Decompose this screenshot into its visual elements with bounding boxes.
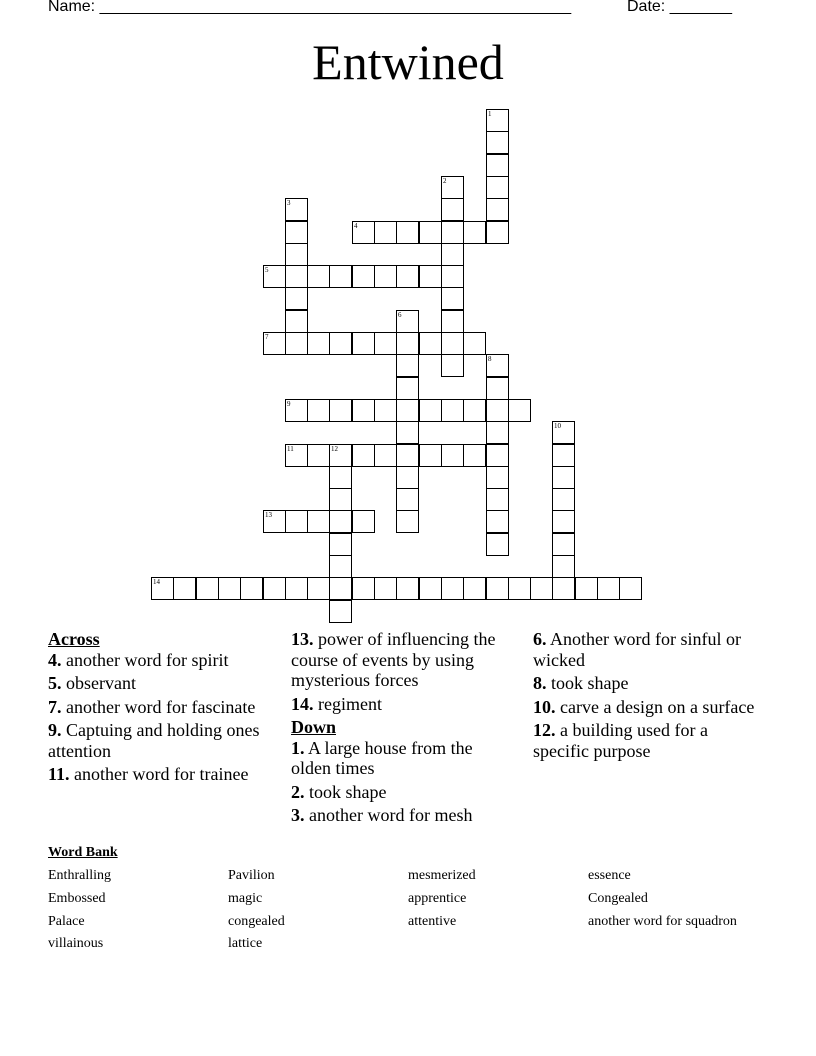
crossword-cell[interactable] [419, 444, 442, 467]
clue-number: 7 [265, 333, 269, 341]
crossword-cell[interactable] [329, 265, 352, 288]
clue-number: 6 [398, 311, 402, 319]
crossword-cell[interactable] [552, 577, 575, 600]
crossword-cell[interactable] [486, 488, 509, 511]
crossword-cell[interactable] [307, 444, 330, 467]
crossword-cell[interactable] [352, 399, 375, 422]
crossword-cell[interactable] [396, 421, 419, 444]
crossword-cell[interactable] [441, 310, 464, 333]
crossword-cell[interactable] [396, 466, 419, 489]
crossword-cell[interactable] [552, 421, 575, 444]
crossword-cell[interactable] [441, 243, 464, 266]
crossword-cell[interactable] [329, 510, 352, 533]
crossword-cell[interactable] [441, 354, 464, 377]
clue-number: 14 [153, 578, 160, 586]
clue-number: 13 [265, 511, 272, 519]
crossword-cell[interactable] [486, 109, 509, 132]
crossword-cell[interactable] [352, 221, 375, 244]
crossword-cell[interactable] [285, 265, 308, 288]
crossword-cell[interactable] [307, 265, 330, 288]
crossword-cell[interactable] [374, 265, 397, 288]
crossword-cell[interactable] [285, 287, 308, 310]
crossword-cell[interactable] [307, 399, 330, 422]
crossword-cell[interactable] [329, 332, 352, 355]
crossword-cell[interactable] [329, 488, 352, 511]
crossword-cell[interactable] [240, 577, 263, 600]
crossword-cell[interactable] [441, 287, 464, 310]
word-bank-item: Enthralling [48, 868, 111, 883]
word-bank-item: attentive [408, 914, 457, 929]
crossword-cell[interactable] [263, 332, 286, 355]
crossword-cell[interactable] [374, 444, 397, 467]
crossword-cell[interactable] [486, 131, 509, 154]
crossword-cell[interactable] [285, 310, 308, 333]
crossword-cell[interactable] [396, 221, 419, 244]
clue-across-9: 9. Captuing and holding ones attention [48, 720, 260, 761]
crossword-cell[interactable] [486, 577, 509, 600]
word-bank-item: congealed [228, 914, 285, 929]
crossword-cell[interactable] [530, 577, 553, 600]
crossword-cell[interactable] [374, 577, 397, 600]
crossword-cell[interactable] [486, 533, 509, 556]
across-heading: Across [48, 629, 100, 649]
crossword-cell[interactable] [329, 577, 352, 600]
crossword-cell[interactable] [173, 577, 196, 600]
crossword-cell[interactable] [486, 421, 509, 444]
crossword-cell[interactable] [486, 198, 509, 221]
clue-number: 2 [443, 177, 447, 185]
crossword-cell[interactable] [575, 577, 598, 600]
crossword-cell[interactable] [307, 510, 330, 533]
crossword-cell[interactable] [352, 510, 375, 533]
crossword-cell[interactable] [396, 488, 419, 511]
clue-across-13: 13. power of influencing the course of events by using mysterious forces [291, 629, 496, 690]
word-bank-item: Pavilion [228, 868, 275, 883]
word-bank-item: villainous [48, 936, 104, 951]
clue-down-2: 2. took shape [291, 781, 387, 802]
crossword-cell[interactable] [552, 555, 575, 578]
crossword-cell[interactable] [441, 332, 464, 355]
crossword-cell[interactable] [441, 444, 464, 467]
down-heading: Down [291, 717, 337, 737]
crossword-cell[interactable] [329, 533, 352, 556]
crossword-cell[interactable] [486, 154, 509, 177]
crossword-cell[interactable] [486, 221, 509, 244]
crossword-cell[interactable] [396, 332, 419, 355]
crossword-cell[interactable] [263, 577, 286, 600]
clues-column-3 [533, 629, 758, 764]
word-bank-item: apprentice [408, 891, 467, 906]
crossword-cell[interactable] [352, 444, 375, 467]
crossword-cell[interactable] [285, 510, 308, 533]
crossword-cell[interactable] [329, 399, 352, 422]
crossword-cell[interactable] [396, 265, 419, 288]
crossword-cell[interactable] [419, 265, 442, 288]
word-bank-item: another word for squadron [588, 914, 737, 929]
crossword-cell[interactable] [329, 600, 352, 623]
crossword-cell[interactable] [508, 399, 531, 422]
crossword-cell[interactable] [486, 377, 509, 400]
crossword-cell[interactable] [374, 332, 397, 355]
crossword-cell[interactable] [508, 577, 531, 600]
crossword-cell[interactable] [396, 510, 419, 533]
crossword-cell[interactable] [352, 332, 375, 355]
crossword-cell[interactable] [486, 466, 509, 489]
crossword-cell[interactable] [374, 399, 397, 422]
crossword-cell[interactable] [196, 577, 219, 600]
crossword-cell[interactable] [374, 221, 397, 244]
clue-down-3: 3. another word for mesh [291, 805, 473, 825]
word-bank-item: essence [588, 868, 631, 883]
crossword-cell[interactable] [552, 510, 575, 533]
clue-down-8: 8. took shape [533, 673, 629, 693]
clue-number: 4 [354, 222, 358, 230]
clue-number: 10 [554, 422, 561, 430]
crossword-cell[interactable] [441, 577, 464, 600]
clue-number: 1 [488, 110, 492, 118]
crossword-cell[interactable] [419, 577, 442, 600]
word-bank-heading: Word Bank [48, 845, 118, 860]
crossword-cell[interactable] [552, 533, 575, 556]
crossword-cell[interactable] [463, 399, 486, 422]
crossword-cell[interactable] [396, 577, 419, 600]
crossword-cell[interactable] [552, 444, 575, 467]
clue-across-14: 14. regiment [291, 693, 382, 714]
crossword-cell[interactable] [396, 399, 419, 422]
crossword-cell[interactable] [396, 310, 419, 333]
crossword-cell[interactable] [263, 265, 286, 288]
clue-across-7: 7. another word for fascinate [48, 696, 256, 717]
crossword-cell[interactable] [463, 577, 486, 600]
crossword-cell[interactable] [419, 221, 442, 244]
crossword-cell[interactable] [441, 198, 464, 221]
crossword-cell[interactable] [486, 444, 509, 467]
clue-down-1: 1. A large house from the olden times [291, 737, 473, 778]
word-bank-item: magic [228, 891, 263, 906]
crossword-cell[interactable] [329, 555, 352, 578]
clue-number: 9 [287, 400, 291, 408]
crossword-cell[interactable] [396, 444, 419, 467]
crossword-cell[interactable] [441, 399, 464, 422]
crossword-cell[interactable] [619, 577, 642, 600]
crossword-cell[interactable] [486, 399, 509, 422]
clue-number: 11 [287, 445, 294, 453]
crossword-cell[interactable] [285, 198, 308, 221]
crossword-cell[interactable] [486, 510, 509, 533]
crossword-cell[interactable] [463, 221, 486, 244]
crossword-cell[interactable] [151, 577, 174, 600]
crossword-cell[interactable] [285, 577, 308, 600]
crossword-cell[interactable] [463, 332, 486, 355]
clue-down-10: 10. carve a design on a surface [533, 696, 755, 717]
crossword-cell[interactable] [352, 265, 375, 288]
clue-number: 3 [287, 199, 291, 207]
crossword-cell[interactable] [285, 332, 308, 355]
crossword-cell[interactable] [441, 176, 464, 199]
word-bank-item: lattice [228, 936, 263, 951]
word-bank-item: Embossed [48, 891, 106, 906]
crossword-cell[interactable] [441, 221, 464, 244]
date-field: Date: _______ [627, 0, 732, 15]
crossword-cell[interactable] [329, 466, 352, 489]
crossword-cell[interactable] [396, 354, 419, 377]
clues-column-1 [48, 629, 283, 788]
crossword-cell[interactable] [396, 377, 419, 400]
crossword-cell[interactable] [486, 176, 509, 199]
crossword-cell[interactable] [419, 332, 442, 355]
crossword-cell[interactable] [218, 577, 241, 600]
crossword-cell[interactable] [441, 265, 464, 288]
crossword-cell[interactable] [486, 354, 509, 377]
clues-column-2 [291, 629, 516, 829]
crossword-cell[interactable] [307, 577, 330, 600]
crossword-cell[interactable] [285, 221, 308, 244]
crossword-cell[interactable] [352, 577, 375, 600]
clue-down-6: 6. Another word for sinful or wicked [533, 629, 741, 670]
word-bank-item: mesmerized [408, 868, 476, 883]
crossword-cell[interactable] [552, 488, 575, 511]
crossword-cell[interactable] [463, 444, 486, 467]
crossword-cell[interactable] [285, 399, 308, 422]
crossword-cell[interactable] [285, 243, 308, 266]
crossword-cell[interactable] [329, 444, 352, 467]
clue-across-4: 4. another word for spirit [48, 649, 229, 670]
clue-across-5: 5. observant [48, 673, 136, 693]
page-title: Entwined [312, 34, 504, 90]
clue-down-12: 12. a building used for a specific purpose [533, 720, 708, 761]
crossword-cell[interactable] [263, 510, 286, 533]
crossword-cell[interactable] [552, 466, 575, 489]
crossword-cell[interactable] [285, 444, 308, 467]
clue-number: 8 [488, 355, 492, 363]
clue-across-11: 11. another word for trainee [48, 764, 249, 784]
clue-number: 5 [265, 266, 269, 274]
name-field: Name: _____________________________________________________ [48, 0, 572, 15]
crossword-cell[interactable] [307, 332, 330, 355]
crossword-cell[interactable] [597, 577, 620, 600]
word-bank-item: Congealed [588, 891, 648, 906]
clue-number: 12 [331, 445, 338, 453]
word-bank-item: Palace [48, 914, 85, 929]
crossword-cell[interactable] [419, 399, 442, 422]
